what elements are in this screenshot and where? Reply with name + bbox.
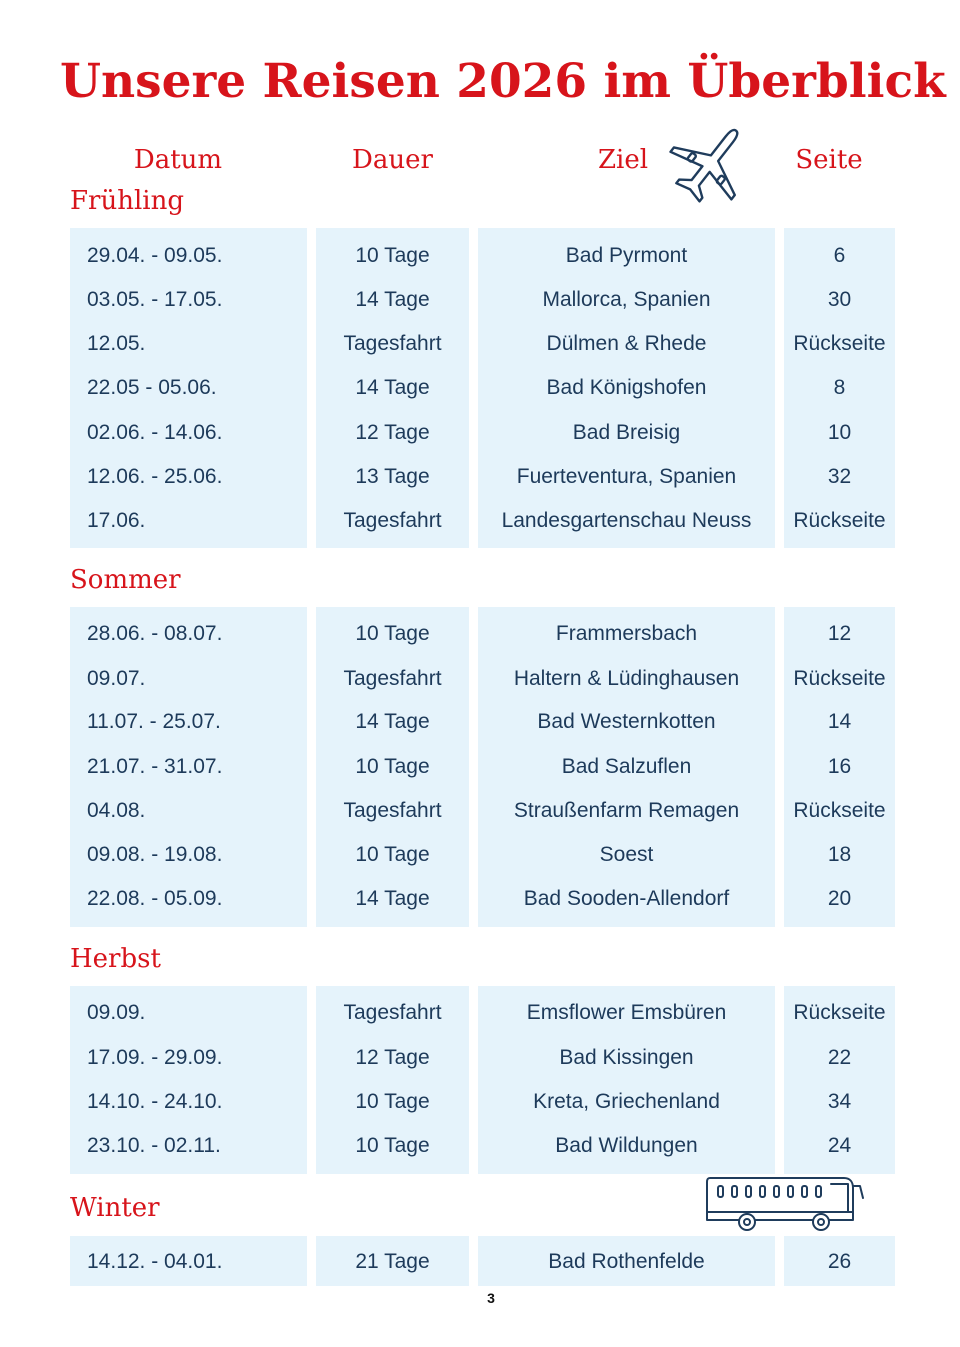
table-row bbox=[0, 1240, 960, 1284]
dauer-cell: 10 Tage bbox=[355, 843, 430, 866]
table-row bbox=[0, 455, 960, 499]
datum-cell: 02.06. - 14.06. bbox=[87, 421, 223, 444]
table-row bbox=[0, 789, 960, 833]
dauer-cell: Tagesfahrt bbox=[343, 667, 442, 690]
ziel-cell: Bad Königshofen bbox=[546, 376, 707, 399]
ziel-cell: Frammersbach bbox=[555, 622, 698, 645]
page-title: Unsere Reisen 2026 im Überblick bbox=[60, 54, 946, 109]
dauer-cell: 13 Tage bbox=[355, 465, 430, 488]
table-row bbox=[0, 1080, 960, 1124]
seite-cell: 12 bbox=[827, 622, 852, 645]
ziel-cell: Dülmen & Rhede bbox=[546, 332, 707, 355]
seite-cell: 16 bbox=[827, 755, 852, 778]
table-row bbox=[0, 1124, 960, 1168]
column-header-datum: Datum bbox=[133, 145, 223, 175]
datum-cell: 28.06. - 08.07. bbox=[87, 622, 223, 645]
dauer-cell: Tagesfahrt bbox=[343, 799, 442, 822]
datum-cell: 17.09. - 29.09. bbox=[87, 1046, 223, 1069]
column-header-ziel: Ziel bbox=[597, 145, 649, 175]
datum-cell: 04.08. bbox=[87, 799, 146, 822]
dauer-cell: 12 Tage bbox=[355, 421, 430, 444]
seite-cell: Rückseite bbox=[793, 799, 886, 822]
ziel-cell: Bad Wildungen bbox=[555, 1134, 698, 1157]
datum-cell: 11.07. - 25.07. bbox=[87, 710, 221, 733]
seite-cell: Rückseite bbox=[793, 667, 886, 690]
season-table-winter bbox=[0, 1236, 960, 1286]
datum-cell: 14.12. - 04.01. bbox=[87, 1250, 223, 1273]
table-row bbox=[0, 745, 960, 789]
ziel-cell: Bad Sooden-Allendorf bbox=[523, 887, 730, 910]
seite-cell: Rückseite bbox=[793, 509, 886, 532]
season-table-sommer bbox=[0, 607, 960, 927]
dauer-cell: Tagesfahrt bbox=[343, 332, 442, 355]
table-row bbox=[0, 322, 960, 366]
seite-cell: 20 bbox=[827, 887, 852, 910]
datum-cell: 12.06. - 25.06. bbox=[87, 465, 223, 488]
ziel-cell: Straußenfarm Remagen bbox=[513, 799, 740, 822]
seite-cell: 6 bbox=[833, 244, 846, 267]
datum-cell: 21.07. - 31.07. bbox=[87, 755, 223, 778]
seite-cell: 14 bbox=[827, 710, 852, 733]
table-row bbox=[0, 991, 960, 1035]
ziel-cell: Bad Westernkotten bbox=[537, 710, 716, 733]
datum-cell: 29.04. - 09.05. bbox=[87, 244, 223, 267]
dauer-cell: 14 Tage bbox=[355, 887, 430, 910]
ziel-cell: Emsflower Emsbüren bbox=[526, 1001, 727, 1024]
season-title: Frühling bbox=[70, 186, 184, 216]
table-row bbox=[0, 612, 960, 656]
datum-cell: 09.07. bbox=[87, 667, 146, 690]
seite-cell: Rückseite bbox=[793, 1001, 886, 1024]
seite-cell: 22 bbox=[827, 1046, 852, 1069]
ziel-cell: Bad Kissingen bbox=[559, 1046, 694, 1069]
page-number: 3 bbox=[487, 1290, 495, 1306]
season-table-herbst bbox=[0, 986, 960, 1174]
datum-cell: 09.09. bbox=[87, 1001, 146, 1024]
ziel-cell: Bad Breisig bbox=[572, 421, 681, 444]
column-header-seite: Seite bbox=[795, 145, 863, 175]
dauer-cell: 14 Tage bbox=[355, 288, 430, 311]
ziel-cell: Bad Rothenfelde bbox=[548, 1250, 705, 1273]
dauer-cell: 10 Tage bbox=[355, 622, 430, 645]
ziel-cell: Soest bbox=[599, 843, 654, 866]
seite-cell: 18 bbox=[827, 843, 852, 866]
datum-cell: 22.08. - 05.09. bbox=[87, 887, 223, 910]
dauer-cell: 14 Tage bbox=[355, 710, 430, 733]
table-row bbox=[0, 234, 960, 278]
season-table-fruehling bbox=[0, 228, 960, 548]
dauer-cell: 14 Tage bbox=[355, 376, 430, 399]
ziel-cell: Mallorca, Spanien bbox=[542, 288, 711, 311]
table-row bbox=[0, 499, 960, 543]
ziel-cell: Landesgartenschau Neuss bbox=[501, 509, 752, 532]
column-header-dauer: Dauer bbox=[352, 145, 433, 175]
datum-cell: 09.08. - 19.08. bbox=[87, 843, 223, 866]
datum-cell: 03.05. - 17.05. bbox=[87, 288, 223, 311]
seite-cell: Rückseite bbox=[793, 332, 886, 355]
table-row bbox=[0, 657, 960, 701]
table-row bbox=[0, 411, 960, 455]
datum-cell: 17.06. bbox=[87, 509, 146, 532]
ziel-cell: Bad Salzuflen bbox=[561, 755, 692, 778]
dauer-cell: 12 Tage bbox=[355, 1046, 430, 1069]
table-row bbox=[0, 1036, 960, 1080]
ziel-cell: Haltern & Lüdinghausen bbox=[513, 667, 740, 690]
ziel-cell: Fuerteventura, Spanien bbox=[516, 465, 737, 488]
seite-cell: 8 bbox=[833, 376, 846, 399]
table-row bbox=[0, 833, 960, 877]
table-row bbox=[0, 278, 960, 322]
season-title: Herbst bbox=[70, 944, 161, 974]
datum-cell: 23.10. - 02.11. bbox=[87, 1134, 221, 1157]
dauer-cell: Tagesfahrt bbox=[343, 509, 442, 532]
table-row bbox=[0, 366, 960, 410]
season-title: Sommer bbox=[70, 565, 181, 595]
airplane-icon bbox=[664, 118, 756, 210]
seite-cell: 24 bbox=[827, 1134, 852, 1157]
ziel-cell: Bad Pyrmont bbox=[565, 244, 688, 267]
dauer-cell: 10 Tage bbox=[355, 1090, 430, 1113]
dauer-cell: Tagesfahrt bbox=[343, 1001, 442, 1024]
dauer-cell: 21 Tage bbox=[355, 1250, 430, 1273]
datum-cell: 22.05 - 05.06. bbox=[87, 376, 217, 399]
ziel-cell: Kreta, Griechenland bbox=[533, 1090, 720, 1113]
seite-cell: 32 bbox=[827, 465, 852, 488]
seite-cell: 26 bbox=[827, 1250, 852, 1273]
dauer-cell: 10 Tage bbox=[355, 244, 430, 267]
seite-cell: 30 bbox=[827, 288, 852, 311]
dauer-cell: 10 Tage bbox=[355, 1134, 430, 1157]
datum-cell: 14.10. - 24.10. bbox=[87, 1090, 223, 1113]
bus-icon bbox=[704, 1172, 868, 1234]
dauer-cell: 10 Tage bbox=[355, 755, 430, 778]
seite-cell: 10 bbox=[827, 421, 852, 444]
seite-cell: 34 bbox=[827, 1090, 852, 1113]
table-row bbox=[0, 700, 960, 744]
datum-cell: 12.05. bbox=[87, 332, 146, 355]
season-title: Winter bbox=[70, 1193, 160, 1223]
table-row bbox=[0, 877, 960, 921]
